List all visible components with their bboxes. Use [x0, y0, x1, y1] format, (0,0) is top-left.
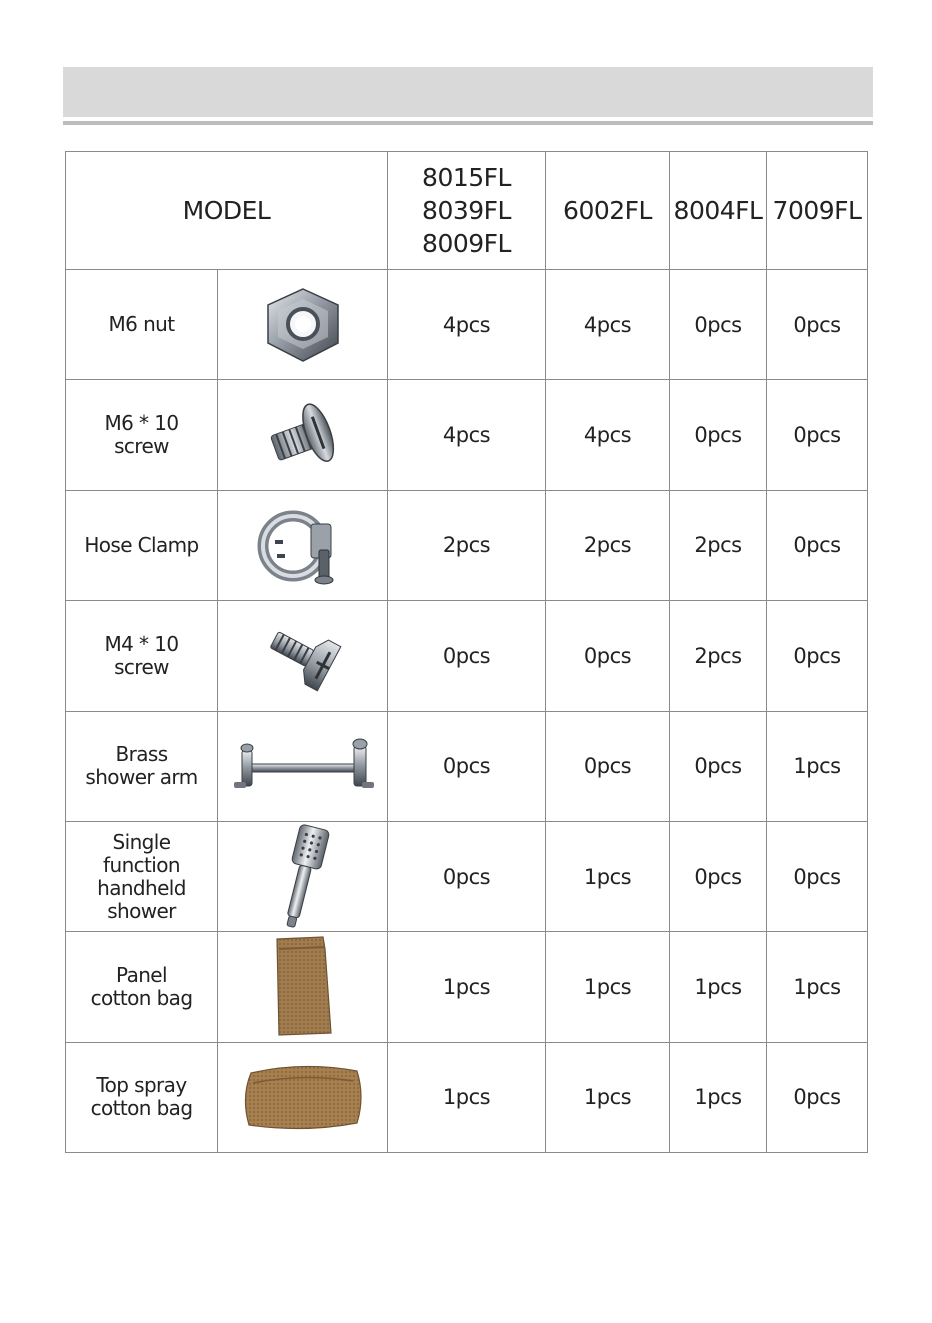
part-name-line: function: [103, 852, 180, 877]
quantity-cell: 1pcs: [670, 932, 767, 1042]
quantity-cell: 1pcs: [388, 932, 546, 1042]
hose-clamp-icon: [255, 502, 351, 588]
quantity-cell: 1pcs: [546, 821, 670, 931]
column-header-8015fl: [388, 152, 546, 270]
part-name-line: screw: [114, 654, 169, 679]
quantity-cell: 0pcs: [546, 601, 670, 711]
table-row: [66, 1042, 868, 1152]
column-header-line: 8039FL: [422, 196, 511, 225]
quantity-cell: 2pcs: [546, 490, 670, 600]
m4-screw-icon: [258, 616, 348, 696]
quantity-cell: 4pcs: [546, 380, 670, 490]
quantity-cell: 0pcs: [767, 821, 868, 931]
part-name-line: cotton bag: [90, 1096, 193, 1121]
table-row: [66, 490, 868, 600]
part-image-cell: [218, 1042, 388, 1152]
part-name-cell: [66, 601, 218, 711]
quantity-cell: 1pcs: [546, 1042, 670, 1152]
part-name-cell: [66, 380, 218, 490]
part-name-line: screw: [114, 434, 169, 459]
quantity-cell: 0pcs: [767, 1042, 868, 1152]
hex-nut-icon: [258, 285, 348, 365]
parts-table: [65, 151, 868, 1153]
header-band: [63, 67, 873, 117]
part-name-cell: [66, 1042, 218, 1152]
quantity-cell: 2pcs: [670, 601, 767, 711]
quantity-cell: 0pcs: [767, 270, 868, 380]
quantity-cell: 0pcs: [546, 711, 670, 821]
model-header: MODEL: [66, 152, 388, 270]
part-name-line: M6 nut: [108, 312, 175, 337]
quantity-cell: 0pcs: [670, 380, 767, 490]
part-name-line: Top spray: [96, 1073, 187, 1098]
table-row: [66, 270, 868, 380]
part-image-cell: [218, 490, 388, 600]
part-name-cell: [66, 490, 218, 600]
part-image-cell: [218, 380, 388, 490]
part-name-line: M6 * 10: [104, 411, 179, 436]
part-name-cell: [66, 711, 218, 821]
quantity-cell: 0pcs: [670, 711, 767, 821]
part-name-line: Brass: [115, 742, 168, 767]
part-image-cell: [218, 601, 388, 711]
quantity-cell: 1pcs: [670, 1042, 767, 1152]
top-spray-cotton-bag-icon: [241, 1063, 365, 1131]
quantity-cell: 0pcs: [388, 711, 546, 821]
quantity-cell: 0pcs: [670, 270, 767, 380]
quantity-cell: 0pcs: [767, 601, 868, 711]
column-header-line: 7009FL: [772, 196, 862, 225]
quantity-cell: 4pcs: [388, 380, 546, 490]
part-name-line: Panel: [116, 962, 167, 987]
table-row: [66, 932, 868, 1042]
quantity-cell: 0pcs: [388, 821, 546, 931]
quantity-cell: 1pcs: [388, 1042, 546, 1152]
table-row: [66, 380, 868, 490]
part-name-line: M4 * 10: [104, 631, 179, 656]
column-header-line: 6002FL: [563, 196, 652, 225]
part-image-cell: [218, 711, 388, 821]
part-name-cell: [66, 821, 218, 931]
part-name-line: Hose Clamp: [84, 532, 199, 557]
column-header-line: 8015FL: [422, 163, 511, 192]
quantity-cell: 1pcs: [767, 711, 868, 821]
quantity-cell: 1pcs: [546, 932, 670, 1042]
panel-cotton-bag-icon: [271, 935, 335, 1039]
header-rule: [63, 121, 873, 125]
quantity-cell: 4pcs: [388, 270, 546, 380]
part-name-cell: [66, 932, 218, 1042]
table-row: [66, 821, 868, 931]
part-name-cell: [66, 270, 218, 380]
column-header-line: 8004FL: [673, 196, 763, 225]
quantity-cell: 0pcs: [767, 490, 868, 600]
column-header-8004fl: [670, 152, 767, 270]
quantity-cell: 4pcs: [546, 270, 670, 380]
part-image-cell: [218, 270, 388, 380]
part-name-line: cotton bag: [90, 985, 193, 1010]
table-row: [66, 711, 868, 821]
quantity-cell: 0pcs: [767, 380, 868, 490]
quantity-cell: 0pcs: [670, 821, 767, 931]
quantity-cell: 2pcs: [670, 490, 767, 600]
quantity-cell: 1pcs: [767, 932, 868, 1042]
column-header-6002fl: [546, 152, 670, 270]
column-header-7009fl: [767, 152, 868, 270]
quantity-cell: 2pcs: [388, 490, 546, 600]
part-name-line: Single: [112, 829, 171, 854]
part-image-cell: [218, 932, 388, 1042]
column-header-line: 8009FL: [422, 229, 511, 258]
part-image-cell: [218, 821, 388, 931]
shower-arm-icon: [228, 736, 378, 796]
table-row: [66, 601, 868, 711]
part-name-line: shower arm: [85, 765, 198, 790]
header-row: [66, 152, 868, 270]
m6-screw-icon: [258, 393, 348, 477]
quantity-cell: 0pcs: [388, 601, 546, 711]
part-name-line: handheld: [97, 875, 186, 900]
handheld-shower-icon: [268, 824, 338, 930]
part-name-line: shower: [107, 898, 176, 923]
